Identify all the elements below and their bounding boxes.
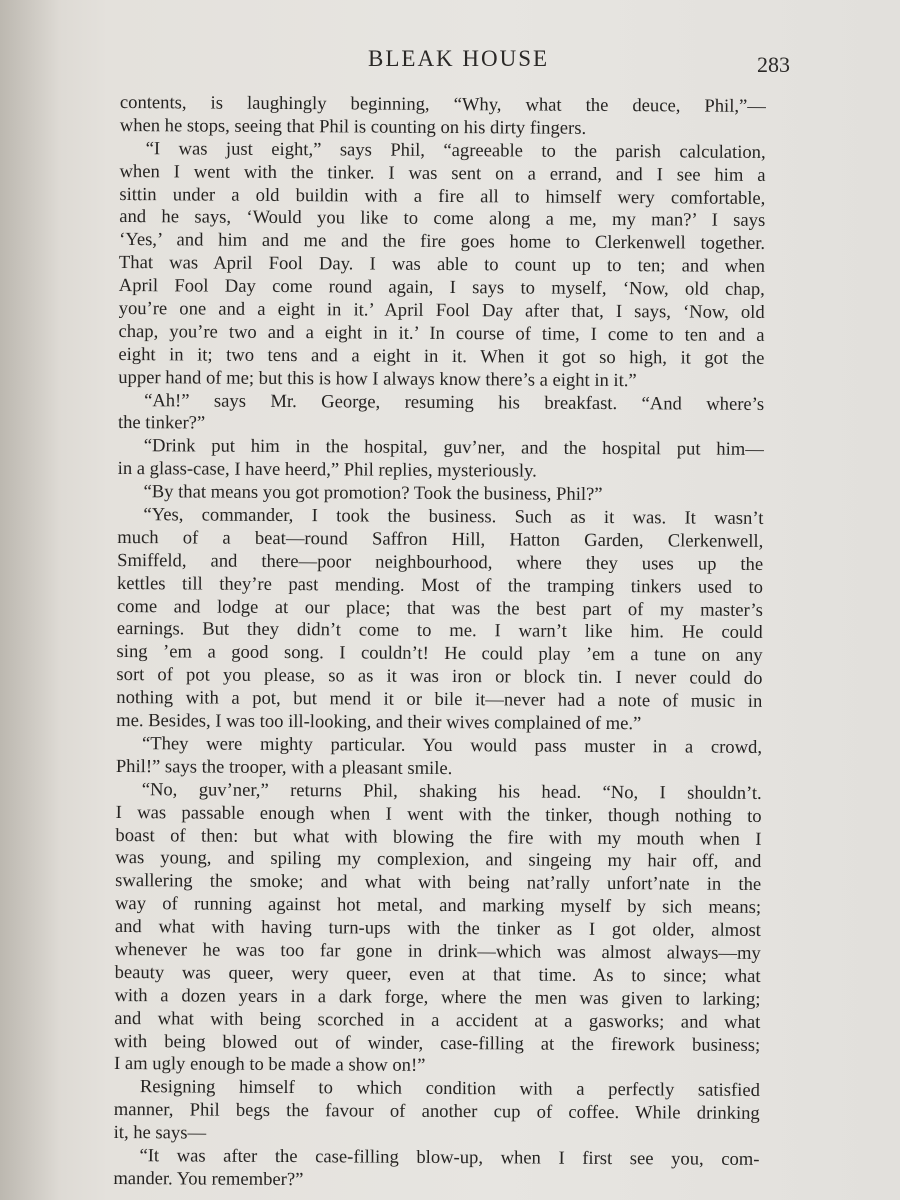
running-head [0, 46, 900, 76]
text-line: with a dozen years in a dark forge, where the men was given to larking; [114, 984, 761, 1010]
text-line: manner, Phil begs the favour of another cup of coffee. While drinking [113, 1099, 760, 1125]
text-line: “No, guv’ner,” returns Phil, shaking his head. “No, I shouldn’t. [141, 778, 762, 804]
text-line: Smiffeld, and there—poor neighbourhood, where they uses up the [117, 549, 764, 575]
text-line: whenever he was too far gone in drink—which was almost always—my [114, 938, 761, 964]
text-line: and what with having turn-ups with the tinker as I got older, almost [114, 916, 761, 941]
text-line: “I was just eight,” says Phil, “agreeable to the parish calculation, [145, 137, 766, 163]
body-text [113, 92, 766, 1195]
text-line: it, he says— [113, 1122, 207, 1144]
text-line: was young, and spiling my complexion, and singeing my hair off, and [115, 847, 762, 873]
text-line: kettles till they’re past mending. Most of the tramping tinkers used to [116, 572, 764, 598]
text-line: That was April Fool Day. I was able to count up to ten; and when [118, 252, 766, 278]
text-line: way of running against hot metal, and marking myself by sich means; [114, 893, 762, 919]
text-line: beauty was queer, wery queer, even at that time. As to since; what [114, 961, 761, 987]
text-line: “By that means you got promotion? Took the business, Phil?” [143, 481, 603, 506]
text-line: eight in it; two tens and a eight in it. When it got so high, it got the [118, 343, 765, 369]
text-line: and he says, ‘Would you like to come along a me, my man?’ I says [119, 206, 766, 232]
text-line: mander. You remember?” [113, 1167, 304, 1190]
text-line: sort of pot you please, so as it was iron or block tin. I never could do [116, 664, 763, 690]
text-line: “Ah!” says Mr. George, resuming his breakfast. “And where’s [144, 389, 765, 415]
text-line: sing ’em a good song. I couldn’t! He could play ’em a tune on any [116, 641, 763, 667]
text-line: chap, you’re two and a eight in it.’ In course of time, I come to ten and a [118, 320, 765, 346]
text-line: April Fool Day come round again, I says to myself, ‘Now, old chap, [118, 275, 765, 301]
text-line: “They were mighty particular. You would pass muster in a crowd, [141, 733, 763, 758]
text-line: nothing with a pot, but mend it or bile it—never had a note of music in [116, 687, 763, 713]
text-line: boast of then: but what with blowing the fire with my mouth when I [115, 824, 762, 850]
text-line: Resigning himself to which condition with a perfectly satisfied [139, 1076, 760, 1102]
text-line: Phil!” says the trooper, with a pleasant smile. [115, 755, 453, 779]
text-line: “It was after the case-filling blow-up, when I first see you, com- [139, 1145, 760, 1170]
text-line: when he stops, seeing that Phil is counting on his dirty fingers. [119, 114, 587, 139]
text-line: when I went with the tinker. I was sent on a errand, and I see him a [119, 160, 766, 186]
page-number: 283 [757, 52, 790, 77]
text-line: the tinker?” [117, 412, 206, 434]
text-line: ‘Yes,’ and him and me and the fire goes home to Clerkenwell together. [119, 229, 766, 255]
book-title: BLEAK HOUSE [368, 46, 550, 71]
text-line: earnings. But they didn’t come to me. I warn’t like him. He could [116, 618, 763, 644]
text-line: “Yes, commander, I took the business. Such as it was. It wasn’t [143, 504, 764, 529]
text-line: I am ugly enough to be made a show on!” [113, 1053, 426, 1077]
text-line: “Drink put him in the hospital, guv’ner, and the hospital put him— [143, 435, 764, 461]
text-line: me. Besides, I was too ill-looking, and their wives complained of me.” [116, 710, 642, 735]
text-line: come and lodge at our place; that was the best part of my master’s [116, 595, 763, 621]
text-line: sittin under a old buildin with a fire all to himself wery comfortable, [119, 183, 766, 209]
text-line: in a glass-case, I have heerd,” Phil replies, mysteriously. [117, 458, 537, 482]
text-line: you’re one and a eight in it.’ April Fool Day after that, I says, ‘Now, old [118, 298, 765, 323]
text-line: contents, is laughingly beginning, “Why, what the deuce, Phil,”— [119, 92, 766, 117]
text-line: upper hand of me; but this is how I always know there’s a eight in it.” [118, 366, 637, 391]
text-line: swallering the smoke; and what with being nat’rally unfort’nate in the [115, 870, 762, 896]
text-line: and what with being scorched in a accident at a gasworks; and what [114, 1007, 761, 1033]
text-line: I was passable enough when I went with the tinker, though nothing to [115, 801, 762, 827]
text-line: with being blowed out of winder, case-filling at the firework business; [114, 1030, 761, 1056]
text-line: much of a beat—round Saffron Hill, Hatton Garden, Clerkenwell, [117, 526, 764, 552]
